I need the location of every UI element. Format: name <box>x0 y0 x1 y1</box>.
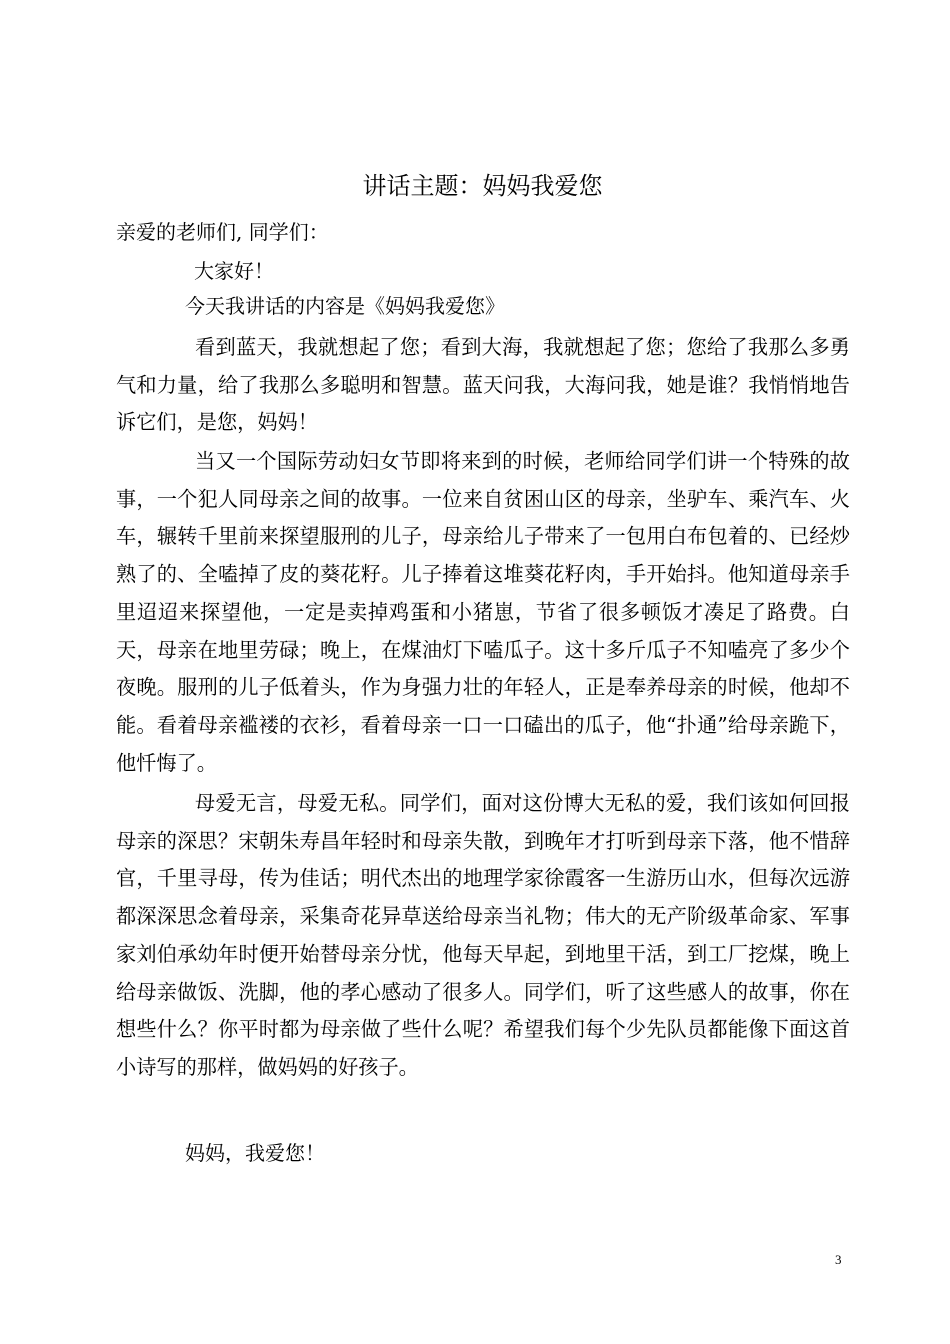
page-title: 讲话主题：妈妈我爱您 <box>362 172 603 200</box>
paragraph-1: 看到蓝天，我就想起了您；看到大海，我就想起了您；您给了我那么多勇气和力量，给了我那么多聪明和智慧。蓝天问我，大海问我，她是谁？我悄悄地告诉它们，是您，妈妈！ <box>116 335 850 435</box>
greeting: 大家好！ <box>194 259 274 283</box>
intro-line: 今天我讲话的内容是《妈妈我爱您》 <box>185 294 505 318</box>
salutation: 亲爱的老师们, 同学们： <box>116 220 329 244</box>
paragraph-3: 母爱无言，母爱无私。同学们，面对这份博大无私的爱，我们该如何回报母亲的深思？宋朝朱寿昌年轻时和母亲失散，到晚年才打听到母亲下落，他不惜辞官，千里寻母，传为佳话；明代杰出的地理学家徐霞客一生游历山水，但每次远游都深深思念着母亲，采集奇花异草送给母亲当礼物；伟大的无产阶级革命家、军事家刘伯承幼年时便开始替母亲分忧，他每天早起，到地里干活，到工厂挖煤，晚上给母亲做饭、洗脚，他的孝心感动了很多人。同学们，听了这些感人的故事，你在想些什么？你平时都为母亲做了些什么呢？希望我们每个少先队员都能像下面这首小诗写的那样，做妈妈的好孩子。 <box>116 791 850 1079</box>
page-number: 3 <box>835 1252 842 1267</box>
paragraph-2: 当又一个国际劳动妇女节即将来到的时候，老师给同学们讲一个特殊的故事，一个犯人同母亲之间的故事。一位来自贫困山区的母亲，坐驴车、乘汽车、火车，辗转千里前来探望服刑的儿子，母亲给儿子带来了一包用白布包着的、已经炒熟了的、全嗑掉了皮的葵花籽。儿子捧着这堆葵花籽肉，手开始抖。他知道母亲手里迢迢来探望他，一定是卖掉鸡蛋和小猪崽，节省了很多顿饭才凑足了路费。白天，母亲在地里劳碌；晚上，在煤油灯下嗑瓜子。这十多斤瓜子不知嗑亮了多少个夜晚。服刑的儿子低着头，作为身强力壮的年轻人，正是奉养母亲的时候，他却不能。看着母亲褴褛的衣衫，看着母亲一口一口磕出的瓜子，他“扑通”给母亲跪下，他忏悔了。 <box>116 449 850 775</box>
closing-line: 妈妈，我爱您！ <box>185 1141 325 1165</box>
